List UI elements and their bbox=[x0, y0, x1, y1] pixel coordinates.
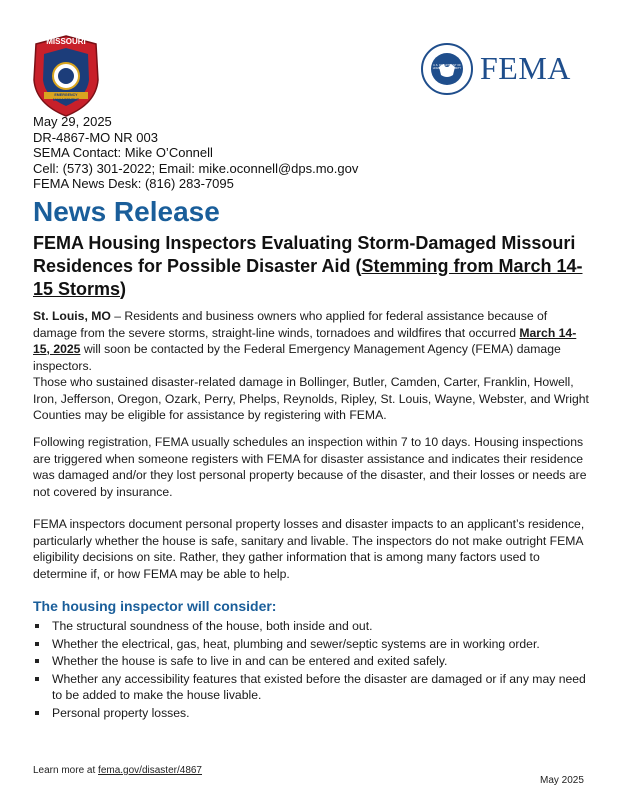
inspector-subheading: The housing inspector will consider: bbox=[33, 598, 277, 614]
headline-close: ) bbox=[120, 279, 127, 299]
fema-logo bbox=[420, 42, 580, 98]
list-item: The structural soundness of the house, both inside and out. bbox=[33, 618, 593, 635]
p1-text-a: – Residents and business owners who applied for federal assistance because of damage from the severe storms, straight-line winds, tornadoes and wildfires that occurred bbox=[33, 309, 548, 340]
paragraph-4: FEMA inspectors document personal property losses and disaster impacts to an applicant’s residence, particularly whether the house is safe, sanitary and livable. The inspectors do not make outright FEMA eligibility decisions on site. Rather, they gather information that is among many factors used to determine if, or how FEMA may be able to help. bbox=[33, 517, 585, 581]
release-date: May 29, 2025 bbox=[33, 114, 112, 129]
sema-arc-text: MISSOURI bbox=[46, 37, 86, 46]
paragraph-2: Those who sustained disaster-related damage in Bollinger, Butler, Camden, Carter, Franklin, Howell, Iron, Jefferson, Oregon, Ozark, Perry, Phelps, Reynolds, Ripley, St. Louis, Wayne, Webster, and Wright Counties may be eligible for assistance by registering with FEMA. bbox=[33, 375, 589, 422]
footer-date: May 2025 bbox=[540, 775, 584, 786]
p1-text-b: will soon be contacted by the Federal Emergency Management Agency (FEMA) damage inspectors. bbox=[33, 342, 561, 373]
list-item: Whether the house is safe to live in and can be entered and exited safely. bbox=[33, 653, 593, 670]
sema-contact: SEMA Contact: Mike O’Connell bbox=[33, 145, 213, 161]
headline bbox=[33, 232, 593, 301]
list-item: Whether any accessibility features that existed before the disaster are damaged or if any may need to be added to make the house livable. bbox=[33, 671, 593, 704]
fema-seal-text: U.S. DEPARTMENT OF HOMELAND SECURITY bbox=[432, 64, 462, 70]
headline-text: FEMA Housing Inspectors Evaluating Storm-Damaged Missouri Residences for Possible Disaster Aid ( bbox=[33, 233, 576, 276]
sema-ribbon-text: EMERGENCY MANAGEMENT bbox=[52, 93, 80, 102]
incident-dates: March 14-15, 2025 bbox=[33, 325, 577, 356]
headline-underlined: Stemming from March 14-15 Storms bbox=[33, 256, 583, 299]
inspector-criteria-list bbox=[33, 618, 593, 722]
paragraph-3: Following registration, FEMA usually schedules an inspection within 7 to 10 days. Housing inspections are triggered when someone registers with FEMA for disaster assistance and indicates their residence was damaged and/or they lost personal property because of the disaster, and their losses or needs are not covered by insurance. bbox=[33, 435, 587, 499]
release-id: DR-4867-MO NR 003 bbox=[33, 129, 158, 145]
paragraph-1 bbox=[33, 308, 593, 374]
dateline: St. Louis, MO bbox=[33, 309, 111, 323]
list-item: Personal property losses. bbox=[33, 705, 593, 722]
contact-block bbox=[33, 114, 358, 192]
news-release-title: News Release bbox=[33, 196, 220, 227]
list-item: Whether the electrical, gas, heat, plumbing and sewer/septic systems are in working order. bbox=[33, 636, 593, 653]
news-desk: FEMA News Desk: (816) 283-7095 bbox=[33, 176, 234, 192]
fema-wordmark: FEMA bbox=[480, 50, 571, 86]
disaster-page-link[interactable]: fema.gov/disaster/4867 bbox=[98, 765, 202, 776]
learn-more-prefix: Learn more at bbox=[33, 765, 99, 776]
sema-logo bbox=[30, 34, 102, 118]
cell-email: Cell: (573) 301-2022; Email: mike.oconnell@dps.mo.gov bbox=[33, 160, 359, 176]
learn-more bbox=[33, 765, 202, 776]
